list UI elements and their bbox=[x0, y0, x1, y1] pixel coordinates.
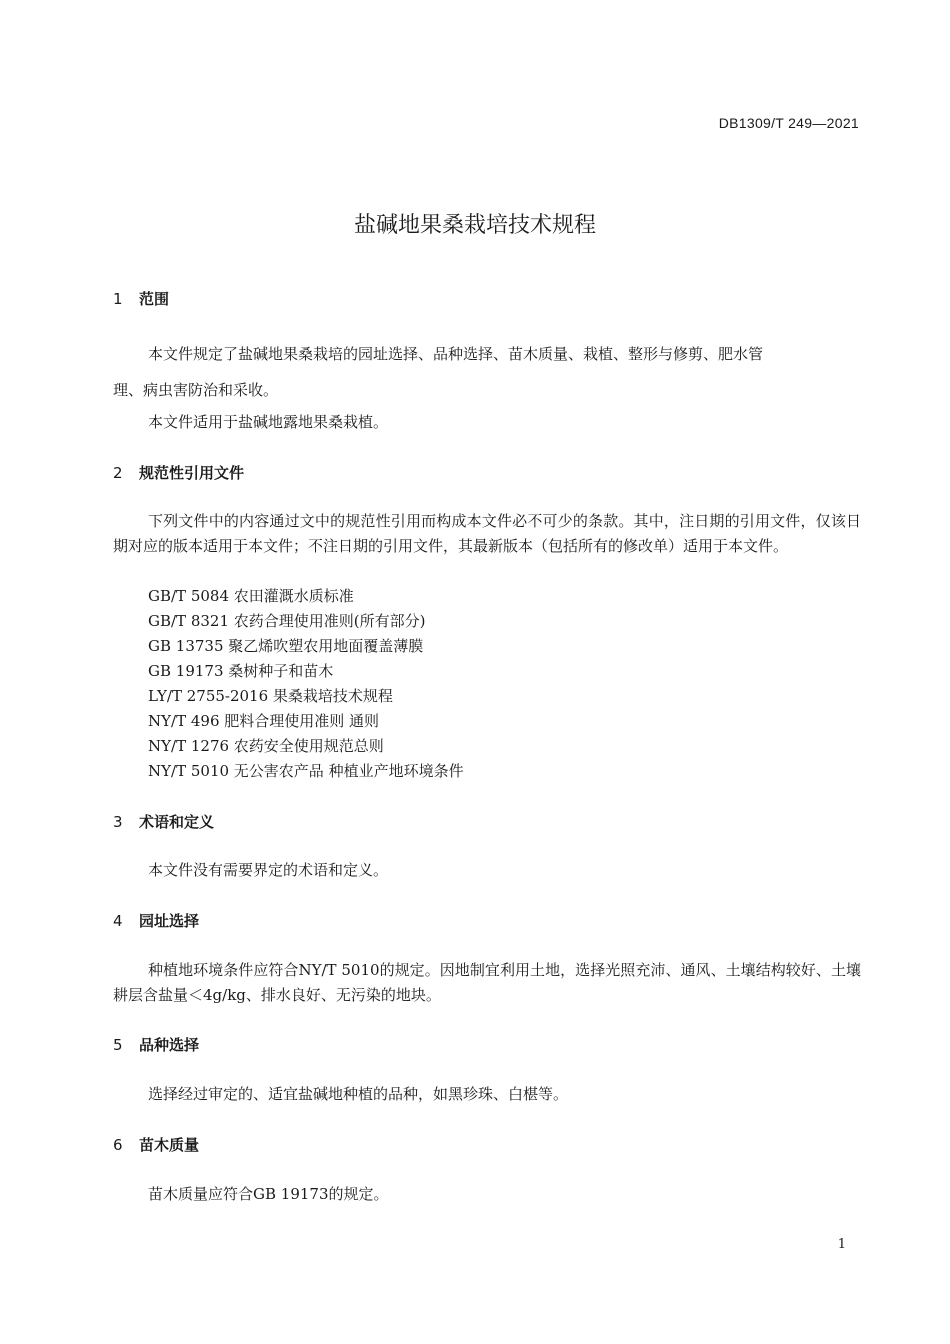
section-number: 3 bbox=[113, 813, 123, 831]
seedling-quality-paragraph: 苗木质量应符合GB 19173的规定。 bbox=[148, 1185, 389, 1203]
document-title: 盐碱地果桑栽培技术规程 bbox=[353, 213, 596, 238]
scope-paragraph-1-continued: 理、病虫害防治和采收。 bbox=[113, 381, 279, 399]
reference-item: NY/T 1276 农药安全使用规范总则 bbox=[148, 737, 384, 755]
terms-paragraph: 本文件没有需要界定的术语和定义。 bbox=[148, 861, 389, 879]
page-number: 1 bbox=[837, 1237, 846, 1252]
reference-item: GB/T 5084 农田灌溉水质标准 bbox=[148, 587, 354, 605]
section-5-heading bbox=[113, 1034, 199, 1055]
section-2-heading bbox=[113, 462, 244, 483]
reference-item: GB 13735 聚乙烯吹塑农用地面覆盖薄膜 bbox=[148, 637, 424, 655]
standard-code: DB1309/T 249—2021 bbox=[718, 115, 859, 131]
section-title: 苗木质量 bbox=[139, 1136, 200, 1154]
section-title: 术语和定义 bbox=[139, 813, 215, 831]
section-3-heading bbox=[113, 811, 214, 832]
scope-paragraph-1: 本文件规定了盐碱地果桑栽培的园址选择、品种选择、苗木质量、栽植、整形与修剪、肥水管 bbox=[148, 345, 764, 363]
reference-item: GB 19173 桑树种子和苗木 bbox=[148, 662, 334, 680]
variety-selection-paragraph: 选择经过审定的、适宜盐碱地种植的品种，如黑珍珠、白椹等。 bbox=[148, 1085, 569, 1103]
section-number: 6 bbox=[113, 1136, 123, 1154]
section-title: 园址选择 bbox=[139, 912, 200, 930]
normative-references-intro: 下列文件中的内容通过文中的规范性引用而构成本文件必不可少的条款。其中，注日期的引用文件，仅该日期对应的版本适用于本文件；不注日期的引用文件，其最新版本（包括所有的修改单）适用于本文件。 bbox=[113, 512, 861, 555]
section-1-heading bbox=[113, 288, 169, 309]
section-number: 5 bbox=[113, 1036, 123, 1054]
reference-item: LY/T 2755-2016 果桑栽培技术规程 bbox=[148, 687, 393, 705]
section-number: 1 bbox=[113, 290, 123, 308]
reference-item: NY/T 496 肥料合理使用准则 通则 bbox=[148, 712, 380, 730]
reference-item: NY/T 5010 无公害农产品 种植业产地环境条件 bbox=[148, 762, 464, 780]
section-title: 范围 bbox=[139, 290, 170, 308]
section-6-heading bbox=[113, 1134, 199, 1155]
site-selection-paragraph: 种植地环境条件应符合NY/T 5010的规定。因地制宜利用土地，选择光照充沛、通风、土壤结构较好、土壤耕层含盐量＜4g/kg、排水良好、无污染的地块。 bbox=[113, 961, 861, 1004]
section-title: 品种选择 bbox=[139, 1036, 200, 1054]
section-number: 4 bbox=[113, 912, 123, 930]
reference-item: GB/T 8321 农药合理使用准则(所有部分) bbox=[148, 612, 426, 630]
section-4-heading bbox=[113, 910, 199, 931]
section-number: 2 bbox=[113, 464, 123, 482]
scope-paragraph-2: 本文件适用于盐碱地露地果桑栽植。 bbox=[148, 413, 389, 431]
section-title: 规范性引用文件 bbox=[139, 464, 245, 482]
